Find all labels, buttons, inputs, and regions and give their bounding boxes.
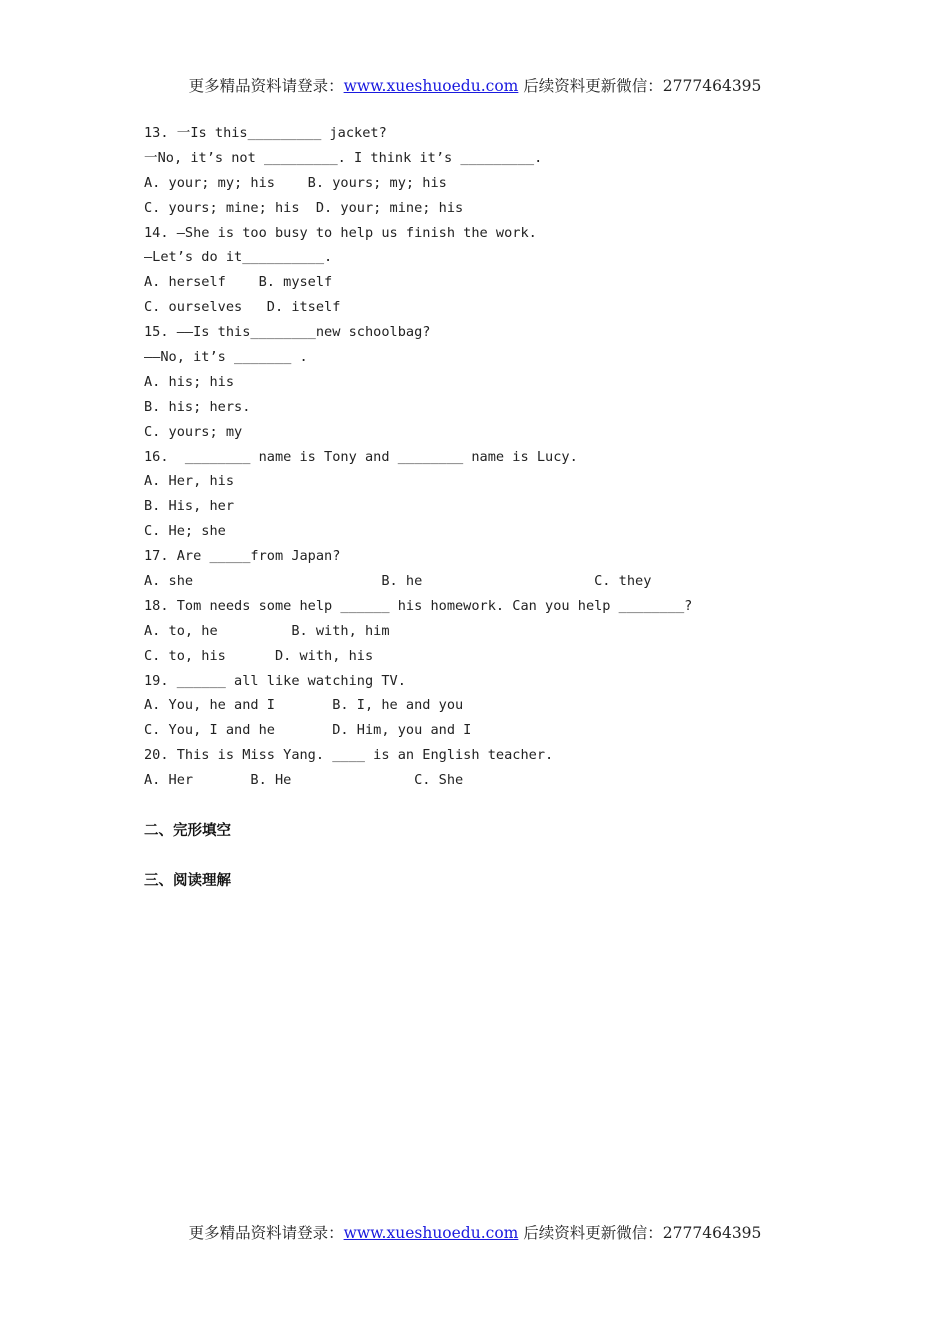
- question-line: A. herself B. myself: [144, 274, 333, 291]
- question-line: 19. ______ all like watching TV.: [144, 672, 406, 689]
- header-prefix: 更多精品资料请登录：: [188, 77, 344, 95]
- question-line: 15. ——Is this________new schoolbag?: [144, 324, 431, 341]
- question-line: C. yours; my: [144, 423, 243, 440]
- question-line: 17. Are _____from Japan?: [144, 548, 341, 565]
- question-line: 16. ________ name is Tony and ________ name is Lucy.: [144, 448, 578, 465]
- question-line: C. ourselves D. itself: [144, 299, 341, 316]
- question-line: —Let’s do it__________.: [144, 249, 333, 266]
- question-line: A. You, he and I B. I, he and you: [144, 697, 464, 714]
- question-line: 20. This is Miss Yang. ____ is an English teacher.: [144, 747, 554, 764]
- question-line: A. Her B. He C. She: [144, 772, 464, 789]
- question-line: B. his; hers.: [144, 398, 251, 415]
- section-heading-cloze: 二、完形填空: [144, 823, 231, 839]
- section-heading-reading: 三、阅读理解: [144, 873, 231, 889]
- footer-link[interactable]: www.xueshuoedu.com: [343, 1224, 519, 1242]
- footer-suffix: 后续资料更新微信：2777464395: [518, 1224, 762, 1242]
- question-line: C. to, his D. with, his: [144, 647, 374, 664]
- question-line: A. to, he B. with, him: [144, 622, 390, 639]
- page-header: [0, 74, 950, 96]
- question-line: C. He; she: [144, 523, 226, 540]
- question-line: 13. 一Is this_________ jacket?: [144, 125, 387, 141]
- question-line: ——No, it’s _______ .: [144, 349, 308, 366]
- header-suffix: 后续资料更新微信：2777464395: [518, 77, 762, 95]
- question-line: A. Her, his: [144, 473, 235, 490]
- question-line: B. His, her: [144, 498, 235, 515]
- question-line: A. his; his: [144, 373, 235, 390]
- question-line: A. she B. he C. they: [144, 573, 652, 590]
- question-line: C. yours; mine; his D. your; mine; his: [144, 199, 464, 216]
- footer-prefix: 更多精品资料请登录：: [188, 1224, 344, 1242]
- question-line: 18. Tom needs some help ______ his homework. Can you help ________?: [144, 597, 693, 614]
- question-line: 一No, it’s not _________. I think it’s _________.: [144, 149, 543, 166]
- header-link[interactable]: www.xueshuoedu.com: [343, 77, 519, 95]
- question-line: C. You, I and he D. Him, you and I: [144, 722, 472, 739]
- question-line: A. your; my; his B. yours; my; his: [144, 174, 447, 191]
- question-line: 14. —She is too busy to help us finish the work.: [144, 224, 537, 241]
- page-footer: [0, 1221, 950, 1243]
- question-list: [144, 121, 844, 793]
